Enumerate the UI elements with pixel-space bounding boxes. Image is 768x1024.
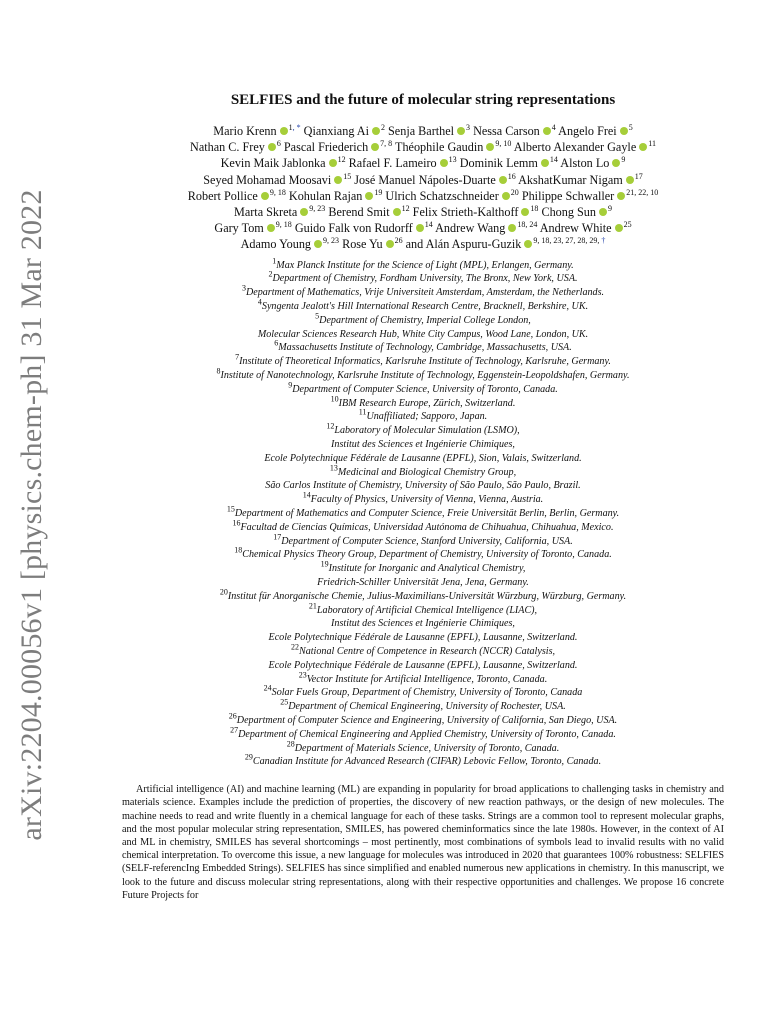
affiliation-number: 4 [257,297,262,307]
affiliation [112,421,734,438]
affiliation [112,410,734,424]
author [190,140,281,154]
affiliation [112,642,734,659]
author-name: Nessa Carson [473,124,540,138]
affiliation-text: Department of Computer Science, Stanford University, California, USA. [281,535,573,547]
affiliation-number: 25 [280,697,289,707]
orcid-icon[interactable] [615,224,623,232]
author-line [112,204,734,220]
affiliation-number: 18 [234,546,243,555]
affiliation-number: 10 [330,394,339,404]
affiliation [112,711,734,728]
author-name: Guido Falk von Rudorff [294,221,413,236]
corresponding-author-mark[interactable]: , * [292,122,301,132]
author-affiliation-marks: 17 [634,171,643,181]
orcid-icon[interactable] [300,208,308,216]
affiliation-text: Institut für Anorganische Chemie, Julius-Maximilians-Universität Würzburg, Würzburg, Germany. [227,590,627,602]
orcid-icon[interactable] [524,240,532,248]
affiliation [112,463,734,480]
author-affiliation-marks: 16 [507,171,516,181]
affiliation [112,683,734,700]
affiliation [112,659,734,673]
affiliation-number: 9 [288,380,293,390]
orcid-icon[interactable] [617,192,625,200]
author-affiliation-marks: 13 [448,155,457,165]
affiliation-number: 28 [286,739,295,749]
affiliation-text: Vector Institute for Artificial Intelligence, Toronto, Canada. [306,673,548,685]
author-name: Gary Tom [214,221,264,236]
affiliation-text: Friedrich-Schiller Universität Jena, Jena, Germany. [317,576,529,588]
author [214,221,291,235]
affiliation-text: Unaffiliated; Sapporo, Japan. [366,411,488,423]
affiliation-text: Institut des Sciences et Ingénierie Chimiques, [331,618,515,630]
author-affiliation-marks: 9, 10 [495,139,512,149]
affiliation-number: 8 [216,366,221,376]
author-name: Seyed Mohamad Moosavi [203,172,332,187]
orcid-icon[interactable] [543,127,551,135]
author-name: José Manuel Nápoles-Duarte [354,172,496,187]
author-affiliation-marks: 18 [530,203,539,213]
affiliation-number: 17 [273,532,282,542]
affiliation-number: 19 [320,559,329,569]
affiliation-text: Massachusetts Institute of Technology, Cambridge, Massachusetts, USA. [278,342,572,354]
affiliation-number: 23 [298,670,307,680]
orcid-icon[interactable] [639,143,647,151]
author [460,156,558,170]
affiliation-text: Chemical Physics Theory Group, Department of Chemistry, University of Toronto, Canada. [242,549,612,561]
author-name: Théophile Gaudin [395,140,484,155]
author [540,221,632,235]
author-affiliation-marks: 2 [380,122,385,132]
affiliation [112,631,734,645]
affiliation-number: 7 [235,352,240,362]
orcid-icon[interactable] [329,159,337,167]
arxiv-identifier: arXiv:2204.00056v1 [physics.chem-ph] 31 Mar 2022 [15,189,48,841]
author-affiliation-marks: 25 [623,220,632,230]
affiliation-number: 5 [315,311,320,321]
author-name: Angelo Frei [558,124,617,138]
affiliation [112,504,734,521]
affiliation [112,587,734,604]
author-name: Dominik Lemm [459,156,538,171]
affiliation [112,352,734,369]
author-name: Kohulan Rajan [288,188,363,203]
affiliation-text: Department of Computer Science, University of Toronto, Canada. [292,383,558,395]
affiliation-text: Facultad de Ciencias Químicas, Universidad Autónoma de Chihuahua, Chihuahua, Mexico. [240,521,614,533]
affiliation [112,341,734,355]
orcid-icon[interactable] [599,208,607,216]
orcid-icon[interactable] [314,240,322,248]
affiliation-text: Ecole Polytechnique Fédérale de Lausanne (EPFL), Lausanne, Switzerland. [268,632,578,644]
author [349,156,457,170]
affiliation-text: Department of Chemistry, Imperial College London, [319,314,531,326]
orcid-icon[interactable] [521,208,529,216]
affiliation-text: Solar Fuels Group, Department of Chemistry, University of Toronto, Canada [271,687,583,699]
affiliation-text: Ecole Polytechnique Fédérale de Lausanne (EPFL), Lausanne, Switzerland. [268,659,578,671]
orcid-icon[interactable] [440,159,448,167]
author [328,205,409,219]
author [518,173,643,187]
author [522,189,658,203]
abstract [112,783,734,902]
author [395,140,511,154]
orcid-icon[interactable] [386,240,394,248]
affiliation-text: Department of Chemistry, Fordham University, The Bronx, New York, USA. [272,273,578,285]
author-line [112,123,734,139]
orcid-icon[interactable] [612,159,620,167]
author [221,156,346,170]
affiliation-number: 11 [358,408,367,418]
author-affiliation-marks: 15 [343,171,352,181]
affiliation-text: Department of Computer Science and Engineering, University of California, San Diego, USA. [236,714,618,726]
affiliation-text: National Centre of Competence in Research (NCCR) Catalysis, [298,645,556,657]
affiliation-number: 14 [302,490,311,500]
affiliation-text: Max Planck Institute for the Science of Light (MPL), Erlangen, Germany. [276,259,574,271]
author-name: Mario Krenn [213,124,277,138]
affiliation-number: 6 [274,339,279,349]
author-name: Rafael F. Lameiro [348,156,437,171]
author [541,205,612,219]
affiliation [112,297,734,314]
author-affiliation-marks: 3 [466,122,471,132]
author [560,156,625,170]
affiliation-number: 3 [241,283,246,293]
author [354,173,515,187]
affiliation-number: 24 [263,683,272,693]
author-affiliation-marks: 9, 23 [323,236,340,246]
affiliation [112,725,734,742]
author-name: Andrew White [539,221,612,236]
author-affiliation-marks: 7, 8 [380,139,393,149]
affiliation [112,548,734,562]
author [241,237,339,251]
affiliation-text: Institute of Nanotechnology, Karlsruhe Institute of Technology, Eggenstein-Leopoldshafen, Germany. [220,370,630,381]
author-name: Pascal Friederich [283,140,369,155]
author [284,140,392,154]
author [473,124,556,138]
paper-title: SELFIES and the future of molecular string representations [230,92,616,108]
affiliation [112,617,734,631]
author-list [112,123,734,253]
orcid-icon[interactable] [268,143,276,151]
author-affiliation-marks: 5 [628,122,633,132]
author-affiliation-marks: 6 [276,139,281,149]
author [406,237,606,251]
author-name: Senja Barthel [388,124,455,138]
author-affiliation-marks: 12 [337,155,346,165]
author-affiliation-marks: 21, 22, 10 [626,187,659,197]
author-affiliation-marks: 9, 18, 23, 27, 28, 29, † [533,236,606,246]
author-name: Rose Yu [342,237,383,252]
author-affiliation-marks: 20 [510,187,519,197]
affiliation-number: 27 [230,725,239,735]
author-affiliation-marks: 18, 24 [517,220,538,230]
orcid-icon[interactable] [416,224,424,232]
author-line [112,139,734,155]
orcid-icon[interactable] [334,176,342,184]
orcid-icon[interactable] [280,127,288,135]
affiliation-number: 21 [308,601,317,611]
affiliation [112,670,734,687]
affiliation-text: Laboratory of Molecular Simulation (LSMO), [334,425,520,437]
author-affiliation-marks: 11 [648,139,656,149]
affiliation-text: Department of Chemical Engineering, University of Rochester, USA. [288,701,566,713]
author [295,221,433,235]
orcid-icon[interactable] [267,224,275,232]
orcid-icon[interactable] [457,127,465,135]
affiliation-text: Laboratory of Artificial Chemical Intelligence (LIAC), [316,604,538,616]
affiliation [112,394,734,411]
author [435,221,537,235]
affiliation-number: 15 [226,504,235,514]
orcid-icon[interactable] [261,192,269,200]
author-name: Adamo Young [240,237,312,252]
affiliation [112,532,734,549]
author-affiliation-marks: 9 [621,155,626,165]
author [558,124,633,138]
affiliation-number: 29 [244,752,253,762]
author [413,205,539,219]
affiliation [112,576,734,590]
orcid-icon[interactable] [365,192,373,200]
affiliation [112,366,734,383]
affiliation [112,697,734,714]
author-line [112,188,734,204]
affiliation-number: 26 [228,711,237,721]
affiliation [112,283,734,300]
affiliation-text: Ecole Polytechnique Fédérale de Lausanne (EPFL), Sion, Valais, Switzerland. [264,452,582,464]
affiliation [112,256,734,273]
orcid-icon[interactable] [499,176,507,184]
author-affiliation-marks: 9, 18 [275,220,292,230]
orcid-icon[interactable] [502,192,510,200]
arxiv-sidebar-stamp [4,189,60,841]
affiliation-text: Department of Mathematics and Computer Science, Freie Universität Berlin, Berlin, Germany. [234,507,620,519]
author-name: Nathan C. Frey [190,140,265,155]
author-line [112,172,734,188]
author-name: AkshatKumar Nigam [518,172,623,187]
author [304,124,385,138]
affiliation [112,272,734,286]
affiliation [112,479,734,493]
affiliation [112,490,734,507]
affiliation-text: Faculty of Physics, University of Vienna, Vienna, Austria. [310,494,544,506]
affiliation [112,559,734,576]
author-affiliation-marks: 9 [607,203,612,213]
affiliation-text: Department of Mathematics, Vrije Universiteit Amsterdam, Amsterdam, the Netherlands. [245,287,605,299]
author-line [112,155,734,171]
author-name: Marta Skreta [234,205,298,220]
affiliation-text: Institute of Theoretical Informatics, Karlsruhe Institute of Technology, Karlsruhe, Germany. [239,356,611,368]
affiliation [112,311,734,328]
affiliation-number: 16 [232,518,241,528]
author-affiliation-marks: 1, * [288,122,301,132]
author-affiliation-marks: 26 [394,236,403,246]
affiliation-text: IBM Research Europe, Zürich, Switzerland. [338,397,516,409]
author-name: Alberto Alexander Gayle [513,140,637,155]
orcid-icon[interactable] [508,224,516,232]
author-line [112,236,734,252]
orcid-icon[interactable] [620,127,628,135]
author-affiliation-marks: 9, 23 [309,203,326,213]
affiliation-text: Institute for Inorganic and Analytical Chemistry, [328,563,526,575]
orcid-icon[interactable] [372,127,380,135]
orcid-icon[interactable] [541,159,549,167]
paper-first-page [112,92,734,902]
affiliation-text: Canadian Institute for Advanced Research (CIFAR) Lebovic Fellow, Toronto, Canada. [252,756,602,768]
affiliation [112,601,734,618]
author [514,140,656,154]
author [385,189,518,203]
affiliation-text: Syngenta Jealott's Hill International Research Centre, Bracknell, Berkshire, UK. [261,301,589,313]
author-affiliation-marks: 4 [551,122,556,132]
author [289,189,382,203]
affiliation [112,438,734,452]
affiliation-text: Molecular Sciences Research Hub, White City Campus, Wood Lane, London, UK. [257,328,589,340]
author [234,205,325,219]
affiliation [112,452,734,466]
affiliation-number: 22 [290,642,299,652]
corresponding-author-mark[interactable]: † [599,236,606,246]
affiliation-number: 12 [326,421,335,431]
affiliation [112,752,734,769]
affiliation-number: 20 [219,587,228,597]
orcid-icon[interactable] [371,143,379,151]
author [213,124,300,138]
abstract-text: Artificial intelligence (AI) and machine learning (ML) are expanding in popularity for broad applications to challenging tasks in chemistry and materials science. Examples include the prediction of properties, the discovery of new reaction pathways, or the design of new molecules. The machine needs to read and write fluently in a chemical language for each of these tasks. Strings are a common tool to represent molecular graphs, and the most popular molecular string representation, SMILES, has powered cheminformatics since the late 1980s. However, in the context of AI and ML in chemistry, SMILES has several shortcomings – most pertinently, most combinations of symbols lead to invalid results with no valid chemical interpretation. To overcome this issue, a new language for molecules was introduced in 2020 that guarantees 100% robustness: SELFIES (SELF-referencIng Embedded Strings). SELFIES has since simplified and enabled numerous new applications in chemistry. In this manuscript, we look to the future and discuss molecular string representations, along with their respective opportunities and challenges. We propose 16 concrete Future Projects for [122,784,724,901]
author-name: Ulrich Schatzschneider [385,188,499,203]
author-name: Kevin Maik Jablonka [220,156,326,171]
affiliation [112,380,734,397]
author-name: Chong Sun [541,205,596,220]
orcid-icon[interactable] [626,176,634,184]
author-affiliation-marks: 12 [401,203,410,213]
affiliation-text: São Carlos Institute of Chemistry, University of São Paulo, São Paulo, Brazil. [265,480,581,492]
affiliation-number: 2 [268,270,273,280]
author [203,173,351,187]
author-line [112,220,734,236]
author-name: Alston Lo [560,156,610,171]
affiliation [112,739,734,756]
author-name: Philippe Schwaller [521,188,615,203]
affiliation-list [112,256,734,769]
author-name: Felix Strieth-Kalthoff [412,205,519,220]
affiliation-text: Institut des Sciences et Ingénierie Chimiques, [331,438,515,450]
affiliation [112,328,734,342]
author-affiliation-marks: 14 [549,155,558,165]
affiliation-text: Department of Chemical Engineering and Applied Chemistry, University of Toronto, Canada. [238,728,616,740]
author [342,237,403,251]
author-name: Qianxiang Ai [303,124,369,138]
orcid-icon[interactable] [486,143,494,151]
author-affiliation-marks: 9, 18 [269,187,286,197]
author [388,124,470,138]
affiliation-number: 1 [272,256,277,266]
author-name: Andrew Wang [435,221,506,236]
affiliation-text: Department of Materials Science, University of Toronto, Canada. [294,742,560,754]
orcid-icon[interactable] [393,208,401,216]
author-name: and Alán Aspuru-Guzik [405,237,522,252]
author-name: Berend Smit [328,205,390,220]
affiliation-number: 13 [329,463,338,473]
author-affiliation-marks: 19 [374,187,383,197]
affiliation [112,518,734,535]
author-affiliation-marks: 14 [424,220,433,230]
author-name: Robert Pollice [187,188,258,203]
affiliation-text: Medicinal and Biological Chemistry Group, [337,466,517,478]
author [188,189,286,203]
